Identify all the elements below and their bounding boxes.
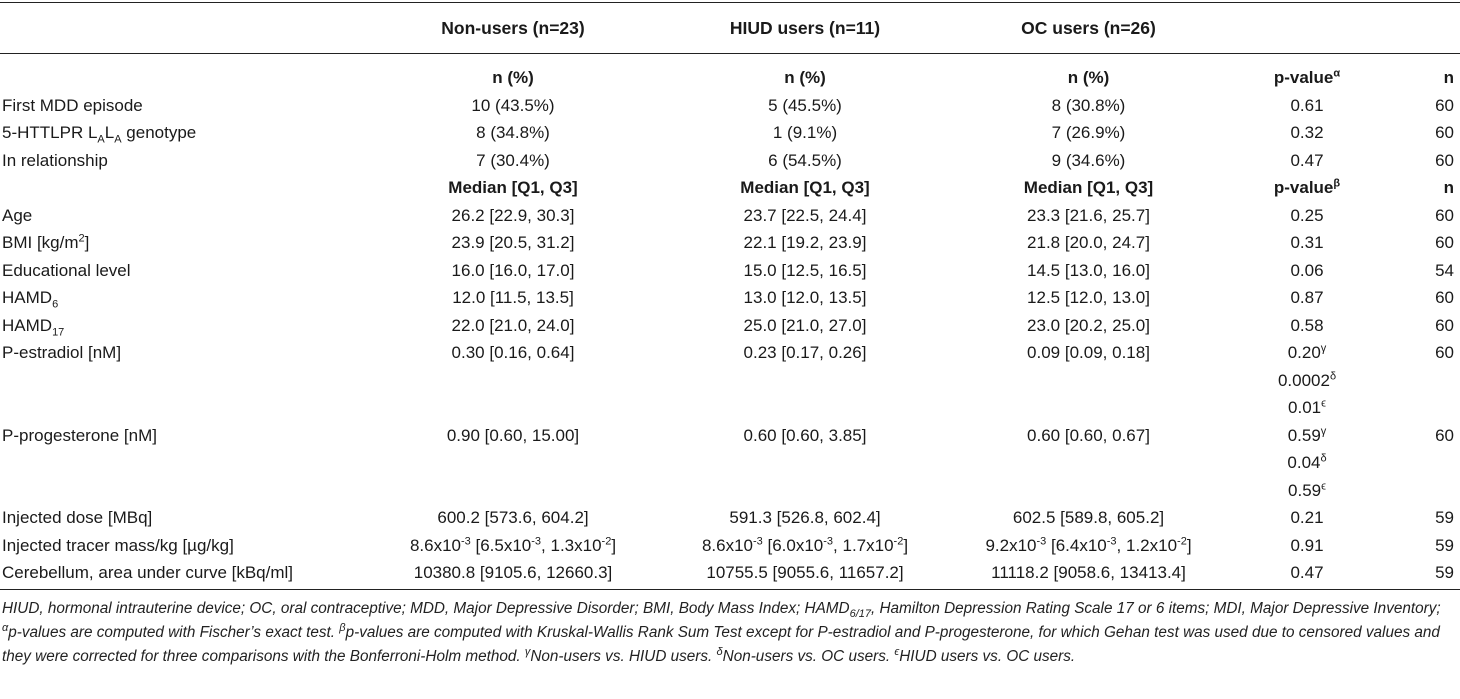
table-cell: 10 (43.5%) <box>471 95 555 115</box>
subheader-cell: Median [Q1, Q3] <box>448 178 578 197</box>
pvalue-cell: 0.21 <box>1290 508 1324 527</box>
table-cell: 602.5 [589.8, 605.2] <box>1012 508 1165 527</box>
pvalue-cell: $0.20^\gamma$ <box>1287 342 1327 362</box>
table-cell: 10755.5 [9055.6, 11657.2] <box>666 559 944 589</box>
header-n-blank <box>1381 3 1460 54</box>
pvalue-cell: 0.31 <box>1290 233 1324 252</box>
table-cell: 8 (34.8%) <box>476 123 550 142</box>
row-label: $HAMD_6$ <box>2 288 59 311</box>
n-cell: 54 <box>1435 260 1454 280</box>
table-row <box>0 559 1460 589</box>
table-cell: 21.8 [20.0, 24.7] <box>1027 233 1150 252</box>
row-label: First MDD episode <box>2 95 143 115</box>
table-cell: 0.60 [0.60, 0.67] <box>1027 425 1150 445</box>
n-cell: 60 <box>1435 95 1454 115</box>
table-cell: 0.90 [0.60, 15.00] <box>446 425 580 445</box>
header-blank <box>0 3 360 54</box>
pvalue-cell: 0.87 <box>1290 288 1324 307</box>
table-footnote: HIUD, hormonal intrauterine device; OC, oral contraceptive; MDD, Major Depressive Disorder; BMI, Body Mass Index; $HAMD_{6/17}$, Hamilton Depression Rating Scale 17 or 6 items; MDI, Major Depressive Inventory; $^\alpha$p-values are computed with Fischer’s exact test. $^\beta$p-values are computed with Kruskal-Wallis Rank Sum Test except for P-estradiol and P-progesterone, for which Gehan test was used due to censored values and they were corrected for three comparisons with the Bonferroni-Holm method. $^\gamma$Non-users vs. HIUD users. $^\delta$Non-users vs. OC users. $^\epsilon$HIUD users vs. OC users. <box>2 600 1441 665</box>
subheader-cell: Median [Q1, Q3] <box>1023 178 1154 197</box>
table-cell: 0.09 [0.09, 0.18] <box>1027 343 1150 362</box>
header-pvalue-blank <box>1233 3 1381 54</box>
row-label: BMI $[kg/m^2]$ <box>2 232 90 252</box>
table-cell: 23.0 [20.2, 25.0] <box>1027 315 1150 335</box>
table-row <box>0 422 1460 450</box>
n-cell: 60 <box>1435 315 1454 335</box>
table-cell: 22.1 [19.2, 23.9] <box>743 233 867 252</box>
pvalue-cell: 0.25 <box>1290 205 1324 225</box>
subheader-cell: Median [Q1, Q3] <box>740 178 870 197</box>
pvalue-cell: 0.91 <box>1290 535 1324 555</box>
table-row-continuation <box>0 477 1460 505</box>
row-label: Age <box>2 205 33 225</box>
n-cell: 60 <box>1435 288 1454 307</box>
table-cell: 5 (45.5%) <box>768 95 842 115</box>
pvalue-cell: 0.06 <box>1290 260 1324 280</box>
header-oc-users: OC users (n=26) <box>944 3 1233 54</box>
table-cell: 22.0 [21.0, 24.0] <box>451 315 575 335</box>
table-cell: 25.0 [21.0, 27.0] <box>743 315 867 335</box>
header-hiud-users: HIUD users (n=11) <box>666 3 944 54</box>
pvalue-cell: $0.01^\epsilon$ <box>1288 397 1326 417</box>
pvalue-cell: $0.0002^\delta$ <box>1277 369 1337 390</box>
table-cell: $9.2x10^{-3}$ [$6.4x10^{-3}$, $1.2x10^{-2}$] <box>985 534 1192 555</box>
row-label: Injected dose [MBq] <box>2 508 153 527</box>
table-cell: 26.2 [22.9, 30.3] <box>451 205 575 225</box>
table-cell: 0.23 [0.17, 0.26] <box>743 343 867 362</box>
table-cell: $8.6x10^{-3}$ [$6.5x10^{-3}$, $1.3x10^{-2}$] <box>409 534 617 555</box>
table-cell: 23.7 [22.5, 24.4] <box>743 205 867 225</box>
subheader-cell: n (%) <box>492 68 534 87</box>
table-cell: 11118.2 [9058.6, 13413.4] <box>944 559 1233 589</box>
row-label: $HAMD_{17}$ <box>2 315 65 338</box>
n-cell: 60 <box>1435 233 1454 252</box>
table-cell: 7 (26.9%) <box>1051 123 1126 142</box>
table-row <box>0 504 1460 532</box>
row-label: Cerebellum, area under curve [kBq/ml] <box>0 559 360 589</box>
pvalue-cell: 0.58 <box>1290 315 1324 335</box>
table-cell: 14.5 [13.0, 16.0] <box>1027 260 1150 280</box>
subheader-n: n <box>1443 68 1454 87</box>
header-non-users: Non-users (n=23) <box>360 3 666 54</box>
table-row <box>0 532 1460 560</box>
n-cell: 59 <box>1435 535 1454 555</box>
subheader-pvalue: p-value$^\alpha$ <box>1273 67 1341 87</box>
table-row <box>0 339 1460 367</box>
subheader-row-medians <box>0 174 1460 202</box>
table-cell: 6 (54.5%) <box>768 150 842 170</box>
subheader-cell: n (%) <box>1067 68 1110 87</box>
table-cell: $8.6x10^{-3}$ [$6.0x10^{-3}$, $1.7x10^{-2}$] <box>701 534 909 555</box>
row-label: Educational level <box>2 260 131 280</box>
pvalue-cell: 0.61 <box>1290 95 1324 115</box>
n-cell: 60 <box>1435 123 1454 142</box>
table-row <box>0 92 1460 120</box>
table-cell: 1 (9.1%) <box>772 123 838 142</box>
n-cell: 60 <box>1435 343 1454 362</box>
table-row-continuation <box>0 449 1460 477</box>
pvalue-cell: 0.47 <box>1290 150 1324 170</box>
subheader-row-counts <box>0 54 1460 92</box>
n-cell: 59 <box>1435 508 1454 527</box>
table-row <box>0 119 1460 147</box>
table-cell: 15.0 [12.5, 16.5] <box>743 260 867 280</box>
n-cell: 60 <box>1435 205 1454 225</box>
subheader-pvalue: p-value$^\beta$ <box>1273 177 1341 197</box>
table-cell: 600.2 [573.6, 604.2] <box>437 508 589 527</box>
pvalue-cell: 0.32 <box>1290 123 1324 142</box>
table-cell: 9 (34.6%) <box>1051 150 1126 170</box>
table-row <box>0 284 1460 312</box>
table-row <box>0 257 1460 285</box>
n-cell: 60 <box>1435 425 1454 445</box>
row-label: P-estradiol [nM] <box>2 343 122 362</box>
pvalue-cell: 0.47 <box>1233 559 1381 589</box>
row-label: 5-HTTLPR $L_AL_A$ genotype <box>2 123 197 146</box>
table-header-row <box>0 3 1460 54</box>
table-cell: 23.9 [20.5, 31.2] <box>451 233 575 252</box>
table-cell: 13.0 [12.0, 13.5] <box>743 288 867 307</box>
demographics-table <box>0 2 1460 590</box>
table-cell: 16.0 [16.0, 17.0] <box>451 260 575 280</box>
table-cell: 10380.8 [9105.6, 12660.3] <box>360 559 666 589</box>
table-cell: 0.60 [0.60, 3.85] <box>743 425 867 445</box>
pvalue-cell: $0.04^\delta$ <box>1287 452 1327 472</box>
pvalue-cell: $0.59^\epsilon$ <box>1288 479 1326 500</box>
table-row <box>0 147 1460 175</box>
row-label: P-progesterone [nM] <box>2 425 157 445</box>
subheader-cell: n (%) <box>784 68 826 87</box>
n-cell: 60 <box>1435 150 1454 170</box>
row-label: In relationship <box>2 150 108 170</box>
pvalue-cell: $0.59^\gamma$ <box>1287 424 1327 445</box>
table-cell: 0.30 [0.16, 0.64] <box>451 343 575 362</box>
table-row-continuation <box>0 367 1460 395</box>
n-cell: 59 <box>1381 559 1460 589</box>
subheader-n: n <box>1443 178 1454 197</box>
table-row <box>0 202 1460 230</box>
table-row <box>0 312 1460 340</box>
table-cell: 12.0 [11.5, 13.5] <box>452 288 574 307</box>
table-cell: 591.3 [526.8, 602.4] <box>729 508 881 527</box>
table-row <box>0 229 1460 257</box>
table-cell: 8 (30.8%) <box>1051 95 1126 115</box>
table-cell: 12.5 [12.0, 13.0] <box>1027 288 1150 307</box>
table-cell: 7 (30.4%) <box>476 150 550 170</box>
table-cell: 23.3 [21.6, 25.7] <box>1027 205 1150 225</box>
row-label: Injected tracer mass/kg [µg/kg] <box>2 535 234 555</box>
table-row-continuation <box>0 394 1460 422</box>
